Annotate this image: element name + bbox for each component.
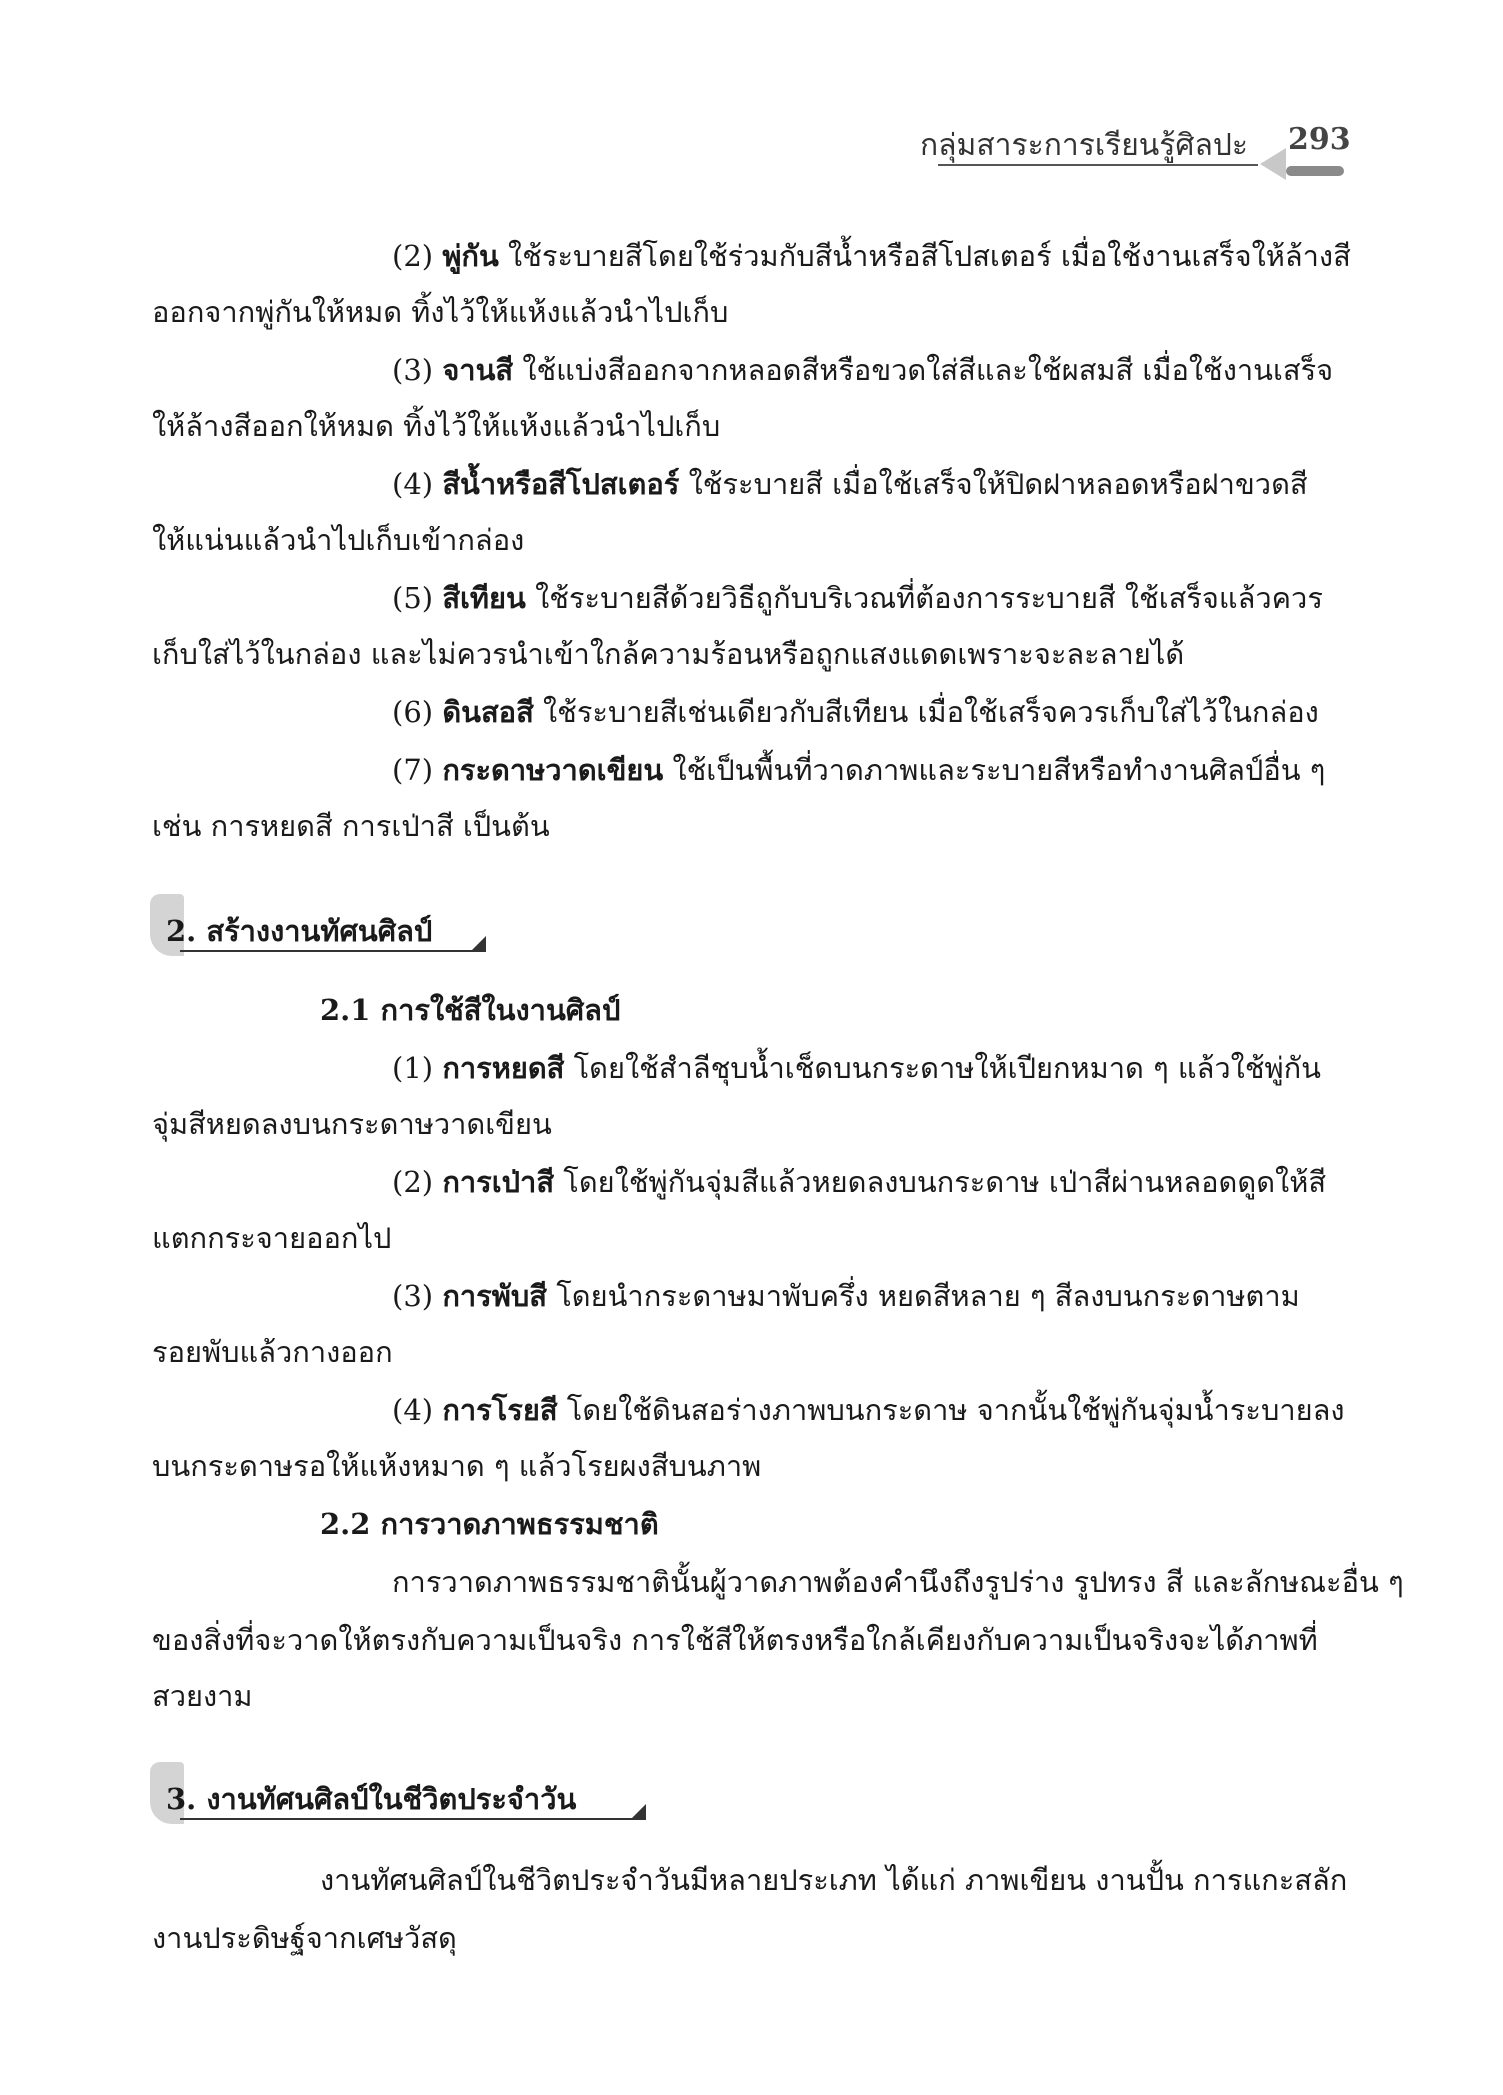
item-term: สีน้ำหรือสีโปสเตอร์ [442, 467, 680, 501]
item-line [392, 1276, 1300, 1316]
item-number: (3) [392, 1279, 434, 1313]
item-line [392, 750, 1325, 790]
section-underline [180, 950, 480, 952]
item-number: (5) [392, 581, 434, 615]
item-number: (4) [392, 467, 434, 501]
item-text: ใช้แบ่งสีออกจากหลอดสีหรือขวดใส่สีและใช้ผสมสี เมื่อใช้งานเสร็จ [522, 353, 1334, 387]
item-line [392, 350, 1333, 390]
section-tip-icon [470, 936, 486, 952]
item-continuation: ให้ล้างสีออกให้หมด ทิ้งไว้ให้แห้งแล้วนำไปเก็บ [152, 409, 721, 443]
section-underline [180, 1818, 640, 1820]
item-line [392, 578, 1323, 618]
item-term: การหยดสี [442, 1051, 565, 1085]
item-number: (3) [392, 353, 434, 387]
item-line [392, 464, 1308, 504]
item-text: ใช้ระบายสีเช่นเดียวกับสีเทียน เมื่อใช้เสร็จควรเก็บใส่ไว้ในกล่อง [543, 695, 1319, 729]
item-text: ใช้ระบายสีด้วยวิธีถูกับบริเวณที่ต้องการระบายสี ใช้เสร็จแล้วควร [535, 581, 1323, 615]
item-text: ใช้ระบายสี เมื่อใช้เสร็จให้ปิดฝาหลอดหรือฝาขวดสี [688, 467, 1308, 501]
item-term: พู่กัน [442, 239, 499, 273]
item-line [392, 692, 1319, 732]
item-term: จานสี [442, 353, 514, 387]
paragraph-line: สวยงาม [152, 1679, 253, 1713]
item-term: การพับสี [442, 1279, 547, 1313]
item-continuation: บนกระดาษรอให้แห้งหมาด ๆ แล้วโรยผงสีบนภาพ [152, 1449, 762, 1483]
item-number: (2) [392, 239, 434, 273]
section-title: 3. งานทัศนศิลป์ในชีวิตประจำวัน [166, 1782, 577, 1816]
item-text: ใช้ระบายสีโดยใช้ร่วมกับสีน้ำหรือสีโปสเตอร์ เมื่อใช้งานเสร็จให้ล้างสี [508, 239, 1351, 273]
paragraph-line: งานทัศนศิลป์ในชีวิตประจำวันมีหลายประเภท ได้แก่ ภาพเขียน งานปั้น การแกะสลัก [320, 1863, 1348, 1897]
paragraph-line: งานประดิษฐ์จากเศษวัสดุ [152, 1921, 457, 1955]
page-number: 293 [1288, 122, 1351, 157]
item-term: การเป่าสี [442, 1165, 555, 1199]
paragraph-line: ของสิ่งที่จะวาดให้ตรงกับความเป็นจริง การใช้สีให้ตรงหรือใกล้เคียงกับความเป็นจริงจะได้ภาพที่ [152, 1623, 1318, 1657]
item-line [392, 236, 1351, 276]
item-number: (7) [392, 753, 434, 787]
header-rule [938, 164, 1258, 166]
item-line [392, 1390, 1345, 1430]
item-continuation: เก็บใส่ไว้ในกล่อง และไม่ควรนำเข้าใกล้ความร้อนหรือถูกแสงแดดเพราะจะละลายได้ [152, 637, 1185, 671]
item-term: กระดาษวาดเขียน [442, 753, 664, 787]
item-continuation: แตกกระจายออกไป [152, 1221, 392, 1255]
header-arrow-icon [1260, 148, 1286, 180]
item-continuation: ออกจากพู่กันให้หมด ทิ้งไว้ให้แห้งแล้วนำไปเก็บ [152, 295, 729, 329]
item-text: โดยนำกระดาษมาพับครึ่ง หยดสีหลาย ๆ สีลงบนกระดาษตาม [556, 1279, 1300, 1313]
item-number: (6) [392, 695, 434, 729]
item-text: โดยใช้พู่กันจุ่มสีแล้วหยดลงบนกระดาษ เป่าสีผ่านหลอดดูดให้สี [563, 1165, 1327, 1199]
header-bar [1286, 166, 1344, 176]
item-continuation: เช่น การหยดสี การเป่าสี เป็นต้น [152, 809, 550, 843]
item-text: โดยใช้ดินสอร่างภาพบนกระดาษ จากนั้นใช้พู่กันจุ่มน้ำระบายลง [566, 1393, 1345, 1427]
item-line [392, 1048, 1321, 1088]
section-title: 2. สร้างงานทัศนศิลป์ [166, 914, 433, 948]
item-continuation: จุ่มสีหยดลงบนกระดาษวาดเขียน [152, 1107, 552, 1141]
item-term: การโรยสี [442, 1393, 558, 1427]
item-number: (1) [392, 1051, 434, 1085]
item-number: (4) [392, 1393, 434, 1427]
item-term: ดินสอสี [442, 695, 534, 729]
item-term: สีเทียน [442, 581, 526, 615]
subheading: 2.2 การวาดภาพธรรมชาติ [320, 1507, 659, 1541]
paragraph-line: การวาดภาพธรรมชาตินั้นผู้วาดภาพต้องคำนึงถึงรูปร่าง รูปทรง สี และลักษณะอื่น ๆ [392, 1565, 1404, 1599]
section-tip-icon [630, 1804, 646, 1820]
item-text: โดยใช้สำลีชุบน้ำเช็ดบนกระดาษให้เปียกหมาด ๆ แล้วใช้พู่กัน [573, 1051, 1321, 1085]
item-text: ใช้เป็นพื้นที่วาดภาพและระบายสีหรือทำงานศิลป์อื่น ๆ [672, 753, 1326, 787]
item-number: (2) [392, 1165, 434, 1199]
item-continuation: รอยพับแล้วกางออก [152, 1335, 393, 1369]
item-line [392, 1162, 1326, 1202]
item-continuation: ให้แน่นแล้วนำไปเก็บเข้ากล่อง [152, 523, 525, 557]
header-title: กลุ่มสาระการเรียนรู้ศิลปะ [920, 128, 1248, 163]
subheading: 2.1 การใช้สีในงานศิลป์ [320, 993, 621, 1027]
